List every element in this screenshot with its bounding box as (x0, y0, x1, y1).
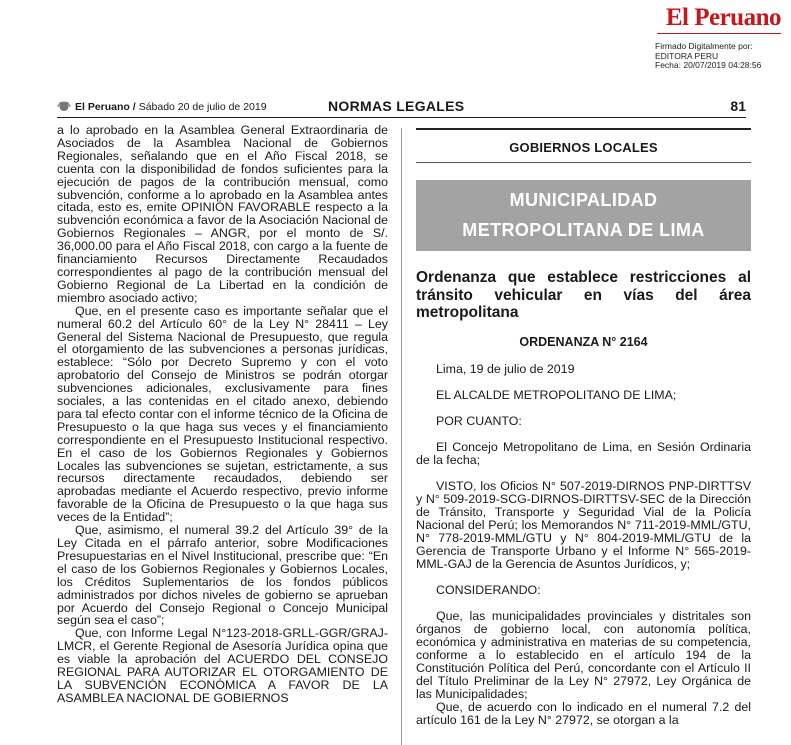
body-paragraph: Que, asimismo, el numeral 39.2 del Artículo 39° de la Ley Citada en el párrafo anterior, sobre Modificaciones Presupuestarias en el Nivel Institucional, prescribe que: “En el caso de los Gobiernos Regionales y Gobiernos Locales, los Créditos Suplementarios de los fondos públicos administrados por dichos niveles de gobierno se aprueban por Acuerdo del Consejo Regional o Concejo Municipal según sea el caso”; (57, 523, 388, 628)
institution-banner (416, 180, 751, 251)
ordinance-number: ORDENANZA N° 2164 (519, 334, 648, 349)
body-paragraph: POR CUANTO: (436, 413, 522, 428)
ordinance-title: Ordenanza que establece restricciones al tránsito vehicular en vías del área metropolitana (416, 269, 751, 321)
body-paragraph: Que, de acuerdo con lo indicado en el numeral 7.2 del artículo 161 de la Ley N° 27972, se otorgan a la (416, 699, 751, 727)
left-column (57, 124, 388, 705)
section-name: NORMAS LEGALES (328, 98, 465, 114)
section-heading: GOBIERNOS LOCALES (416, 128, 751, 163)
el-peruano-logo: El Peruano (665, 4, 781, 31)
body-paragraph: El Concejo Metropolitano de Lima, en Sesión Ordinaria de la fecha; (416, 439, 751, 467)
signature-line: EDITORA PERU (655, 50, 719, 61)
institution-line: MUNICIPALIDAD (509, 190, 658, 210)
masthead-brand (649, 4, 781, 71)
logo-underline (657, 33, 781, 36)
body-paragraph: a lo aprobado en la Asamblea General Extraordinaria de Asociados de la Asamblea Nacional de Gobiernos Regionales, señalando que en el Año Fiscal 2018, se cuenta con la disponibilidad de fondos suficientes para la ejecución de pagos de la contribución mensual, como subvención, conforme a lo aprobado en la Asamblea antes citada, esto es, emite OPINIÓN FAVORABLE respecto a la subvención económica a favor de la Asociación Nacional de Gobiernos Regionales – ANGR, por el monto de S/. 36,000.00 para el Año Fiscal 2018, con cargo a la fuente de financiamiento Recursos Directamente Recaudados correspondientes al pago de la contribución mensual del Gobierno Regional de La Libertad en la condición de miembro asociado activo; (57, 123, 388, 305)
body-paragraph: Lima, 19 de julio de 2019 (436, 361, 575, 376)
header-left (57, 100, 267, 114)
body-paragraph: CONSIDERANDO: (436, 582, 541, 597)
body-paragraph: Que, con Informe Legal N°123-2018-GRLL-GGR/GRAJ-LMCR, el Gerente Regional de Asesoría Jurídica opina que es viable la aprobación del ACUERDO DEL CONSEJO REGIONAL PARA AUTORIZAR EL OTORGAMIENTO DE LA SUBVENCIÓN ECONÓMICA A FAVOR DE LA ASAMBLEA NACIONAL DE GOBIERNOS (57, 626, 388, 705)
body-paragraph: Que, en el presente caso es importante señalar que el numeral 60.2 del Artículo 60° de la Ley N° 28411 – Ley General del Sistema Nacional de Presupuesto, que regula el otorgamiento de las subvenciones a personas jurídicas, establece: “Sólo por Decreto Supremo y con el voto aprobatorio del Consejo de Ministros se podrán otorgar subvenciones adicionales, exclusivamente para fines sociales, a las contenidas en el citado anexo, debiendo para tal efecto contar con el informe técnico de la Oficina de Presupuesto o la que haga sus veces y el financiamiento correspondiente en el Presupuesto Institucional respectivo. En el caso de los Gobiernos Regionales y Gobiernos Locales las subvenciones se sujetan, estrictamente, a sus recursos directamente recaudados, debiendo ser aprobadas mediante el Acuerdo respectivo, previo informe favorable de la Oficina de Presupuesto o la que haga sus veces de la Entidad”; (57, 303, 388, 525)
body-paragraph: Que, las municipalidades provinciales y distritales son órganos de gobierno local, con autonomía política, económica y administrativa en materias de su competencia, conforme a lo establecido en el artículo 194 de la Constitución Política del Perú, concordante con el Artículo II del Título Preliminar de la Ley N° 27972, Ley Orgánica de las Municipalidades; (416, 608, 751, 701)
coat-of-arms-icon (57, 100, 71, 114)
digital-signature (655, 42, 781, 71)
right-column (416, 128, 751, 727)
column-divider (401, 128, 402, 745)
institution-line: METROPOLITANA DE LIMA (462, 220, 705, 240)
signature-line: Firmado Digitalmente por: (655, 41, 753, 51)
paper-name: El Peruano / (75, 101, 136, 113)
signature-line: Fecha: 20/07/2019 04:28:56 (655, 60, 762, 71)
page-header (57, 98, 746, 118)
body-paragraph: EL ALCALDE METROPOLITANO DE LIMA; (436, 387, 677, 402)
page-number: 81 (730, 98, 746, 114)
body-paragraph: VISTO, los Oficios N° 507-2019-DIRNOS PNP-DIRTTSV y N° 509-2019-SCG-DIRNOS-DIRTTSV-SEC de la Dirección de Tránsito, Transporte y Seguridad Vial de la Policía Nacional del Perú; los Memorandos N° 711-2019-MML/GTU, N° 778-2019-MML/GTU y N° 804-2019-MML/GTU de la Gerencia de Transporte Urbano y el Informe N° 565-2019-MML-GAJ de la Gerencia de Asuntos Jurídicos, y; (416, 478, 751, 571)
issue-date: Sábado 20 de julio de 2019 (138, 101, 267, 113)
